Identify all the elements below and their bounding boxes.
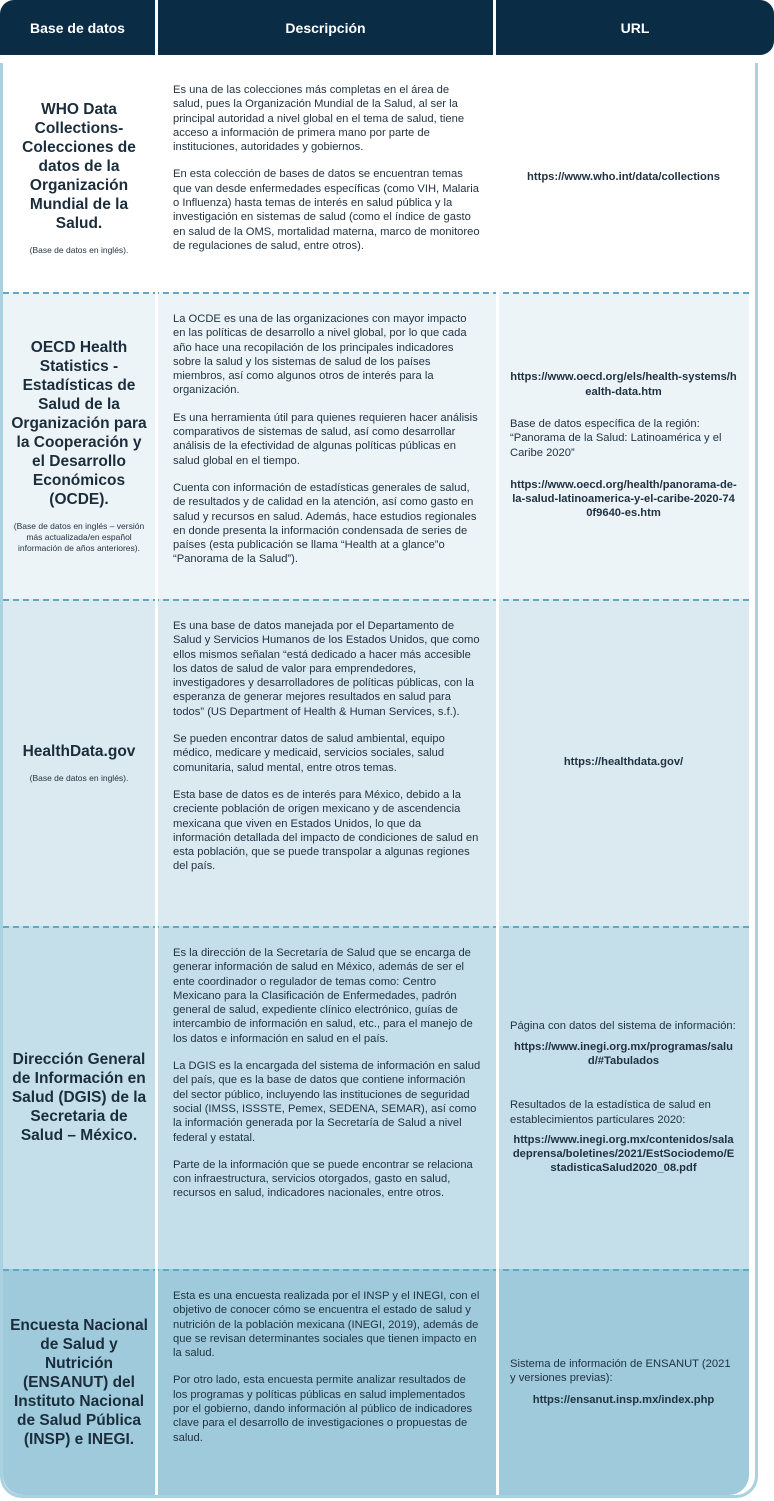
- header-database: Base de datos: [0, 0, 155, 55]
- description-paragraph: Es una herramienta útil para quienes requieren hacer análisis comparativos de sistemas de salud, así como desarrollar análisis de la efectividad de algunas políticas públicas en salud global en el tiempo.: [173, 411, 478, 467]
- description-paragraph: Es una base de datos manejada por el Departamento de Salud y Servicios Humanos de los Estados Unidos, que como ellos mismos señalan “está dedicado a hacer más accesible los datos de salud de valor para emprendedores, investigadores y desarrolladores de políticas públicas, con la esperanza de generar mejores resultados en salud para todos” (US Department of Health & Human Services, s.f.).: [173, 620, 480, 718]
- description-paragraph: La DGIS es la encargada del sistema de información en salud del país, que es la base de datos que contiene información del sector público, incluyendo las instituciones de seguridad social (IMSS, ISSSTE, Pemex, SEDENA, SEMAR), así como la información generada por la Secretaría de Salud a nivel federal y estatal.: [173, 1060, 481, 1144]
- database-table: [0, 63, 774, 1501]
- header-description: Descripción: [158, 0, 493, 55]
- table-row: [3, 63, 749, 292]
- description-paragraph: Es la dirección de la Secretaría de Salud que se encarga de generar información de salud en México, además de ser el ente coordinador o regulador de temas como: Centro Mexicano para la Clasificación de Enfermedades, padrón general de salud, expediente clínico electrónico, guías de intercambio de información en salud, etc., para el manejo de los datos e información en salud en el país.: [173, 947, 473, 1045]
- description-paragraph: Se pueden encontrar datos de salud ambiental, equipo médico, medicare y medicaid, servicios sociales, salud comunitaria, salud mental, entre otros temas.: [173, 733, 445, 774]
- header-url: URL: [496, 0, 774, 55]
- url-link[interactable]: https://www.who.int/data/collections: [527, 171, 720, 184]
- description-paragraph: Parte de la información que se puede encontrar se relaciona con infraestructura, servicios otorgados, gasto en salud, recursos en salud, indicadores nacionales, entre otros.: [173, 1158, 473, 1200]
- table-row: [3, 599, 749, 926]
- table-row: [3, 1269, 749, 1495]
- url-link[interactable]: https://www.oecd.org/els/health-systems/health-data.htm: [510, 371, 737, 398]
- database-name-cell: [3, 926, 155, 1269]
- database-note: (Base de datos en inglés).: [29, 244, 129, 255]
- description-paragraph: En esta colección de bases de datos se encuentran temas que van desde enfermedades específicas (como VIH, Malaria o Influenza) hasta temas de interés en salud pública y la investigación en sistemas de salud (como el índice de gasto en salud de la OMS, mortalidad materna, marco de monitoreo de regulaciones de salud, entre otros).: [173, 168, 480, 252]
- description-paragraph: Por otro lado, esta encuesta permite analizar resultados de los programas y políticas públicas en salud implementados por el gobierno, dando información al público de indicadores clave para el desarrollo de investigaciones o propuestas de salud.: [173, 1374, 473, 1444]
- description-paragraph: Cuenta con información de estadísticas generales de salud, de resultados y de calidad en la atención, así como gasto en salud y recursos en salud. Además, hace estudios regionales en donde presenta la información condensada de series de países (esta publicación se llama “Health at a glance”o “Panorama de la Salud”).: [173, 481, 477, 566]
- database-name: HealthData.gov: [22, 742, 136, 760]
- database-note: (Base de datos en inglés).: [29, 772, 129, 783]
- description-paragraph: La OCDE es una de las organizaciones con mayor impacto en las políticas de desarrollo a nivel global, por lo que cada año hace una recopilación de los principales indicadores sobre la salud y los sistemas de salud de los países miembros, así como algunos otros de interés para la organización.: [173, 313, 467, 397]
- database-name: WHO Data Collections- Colecciones de datos de la Organización Mundial de la Salud.: [22, 100, 136, 232]
- description-cell: [157, 292, 496, 599]
- database-name-cell: [3, 599, 155, 926]
- url-link[interactable]: https://www.inegi.org.mx/programas/salud/#Tabulados: [513, 1040, 734, 1067]
- database-name: OECD Health Statistics - Estadísticas de Salud de la Organización para la Cooperación y el Desarrollo Económicos (OCDE).: [11, 338, 147, 508]
- url-link[interactable]: https://www.oecd.org/health/panorama-de-la-salud-latinoamerica-y-el-caribe-2020-740f9640-es.htm: [510, 478, 737, 520]
- table-row: [3, 292, 749, 599]
- url-cell: [498, 292, 749, 599]
- url-link[interactable]: https://healthdata.gov/: [563, 756, 684, 769]
- description-cell: [157, 599, 496, 926]
- url-cell: [498, 63, 749, 292]
- url-label: Sistema de información de ENSANUT (2021 y versiones previas):: [510, 1357, 731, 1384]
- url-link[interactable]: https://www.inegi.org.mx/contenidos/saladeprensa/boletines/2021/EstSociodemo/EstadisticaSalud2020_08.pdf: [512, 1133, 735, 1175]
- url-cell: [498, 1269, 749, 1495]
- description-paragraph: Esta base de datos es de interés para México, debido a la creciente población de origen mexicano y de ascendencia mexicana que viven en Estados Unidos, lo que da información detallada del impacto de condiciones de salud en esta población, que se puede transpolar a algunas regiones del país.: [173, 788, 479, 873]
- database-name: Encuesta Nacional de Salud y Nutrición (ENSANUT) del Instituto Nacional de Salud Pública (INSP) e INEGI.: [10, 1316, 148, 1448]
- database-name: Dirección General de Información en Salud (DGIS) de la Secretaria de Salud – México.: [11, 1051, 147, 1144]
- description-cell: [157, 926, 496, 1269]
- url-label: Base de datos específica de la región: “Panorama de la Salud: Latinoamérica y el Caribe 2020”: [510, 417, 722, 459]
- database-name-cell: [3, 63, 155, 292]
- table-row: [3, 926, 749, 1269]
- description-cell: [157, 1269, 496, 1495]
- url-label: Página con datos del sistema de información:: [510, 1020, 736, 1033]
- database-note: (Base de datos en inglés – versión más actualizada/en español información de años anteriores).: [13, 520, 145, 553]
- url-label: Resultados de la estadística de salud en establecimientos particulares 2020:: [510, 1099, 711, 1126]
- description-paragraph: Es una de las colecciones más completas en el área de salud, pues la Organización Mundial de la Salud, al ser la principal autoridad a nivel global en el tema de salud, tiene acceso a información de primera mano por parte de instituciones, autoridades y gobiernos.: [173, 84, 465, 154]
- database-name-cell: [3, 292, 155, 599]
- database-name-cell: [3, 1269, 155, 1495]
- description-cell: [157, 63, 496, 292]
- url-cell: [498, 599, 749, 926]
- url-cell: [498, 926, 749, 1269]
- url-link[interactable]: https://ensanut.insp.mx/index.php: [532, 1394, 715, 1407]
- description-paragraph: Esta es una encuesta realizada por el INSP y el INEGI, con el objetivo de conocer cómo se encuentra el estado de salud y nutrición de la población mexicana (INEGI, 2019), además de que se revisan determinantes sociales que tienen impacto en la salud.: [173, 1290, 480, 1360]
